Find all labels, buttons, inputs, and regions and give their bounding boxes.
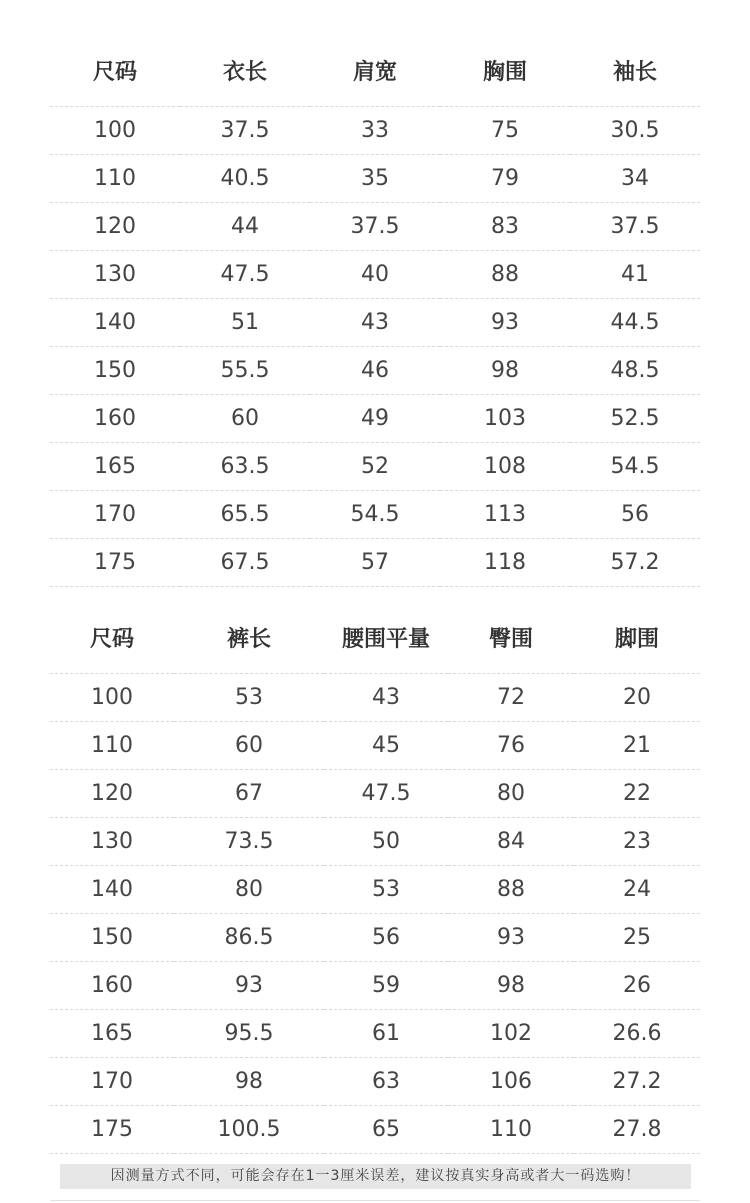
table-cell: 45 — [324, 722, 448, 770]
table-cell: 160 — [50, 962, 174, 1010]
table-cell: 130 — [50, 251, 180, 299]
table-cell: 72 — [448, 674, 574, 722]
table-cell: 40 — [310, 251, 440, 299]
table-cell: 52 — [310, 443, 440, 491]
table-cell: 88 — [448, 866, 574, 914]
table-cell: 25 — [574, 914, 700, 962]
header-garment-length: 衣长 — [180, 34, 310, 107]
table-cell: 160 — [50, 395, 180, 443]
table-cell: 57.2 — [570, 539, 700, 587]
table-cell: 27.2 — [574, 1058, 700, 1106]
table-cell: 41 — [570, 251, 700, 299]
table-cell: 53 — [174, 674, 324, 722]
header-pants-length: 裤长 — [174, 601, 324, 674]
table-cell: 26 — [574, 962, 700, 1010]
table-cell: 46 — [310, 347, 440, 395]
measurement-note: 因测量方式不同，可能会存在1一3厘米误差，建议按真实身高或者大一码选购！ — [60, 1164, 691, 1189]
table-row — [50, 155, 700, 203]
table-cell: 175 — [50, 539, 180, 587]
table-row — [50, 251, 700, 299]
table-cell: 120 — [50, 770, 174, 818]
header-sleeve-length: 袖长 — [570, 34, 700, 107]
table-cell: 44.5 — [570, 299, 700, 347]
table-cell: 93 — [440, 299, 570, 347]
table-cell: 120 — [50, 203, 180, 251]
table-row — [50, 299, 700, 347]
table-cell: 150 — [50, 347, 180, 395]
table-row — [50, 962, 700, 1010]
table-cell: 49 — [310, 395, 440, 443]
table-cell: 20 — [574, 674, 700, 722]
table-row — [50, 770, 700, 818]
table-row — [50, 1010, 700, 1058]
table-cell: 65 — [324, 1106, 448, 1154]
table-row — [50, 914, 700, 962]
table-cell: 35 — [310, 155, 440, 203]
table-cell: 47.5 — [324, 770, 448, 818]
table-cell: 170 — [50, 1058, 174, 1106]
table-cell: 103 — [440, 395, 570, 443]
header-leg-opening: 脚围 — [574, 601, 700, 674]
table-row — [50, 674, 700, 722]
header-size: 尺码 — [50, 34, 180, 107]
table-cell: 75 — [440, 107, 570, 155]
table-row — [50, 1058, 700, 1106]
table-cell: 33 — [310, 107, 440, 155]
table-cell: 37.5 — [310, 203, 440, 251]
table-cell: 118 — [440, 539, 570, 587]
table-cell: 60 — [174, 722, 324, 770]
table-cell: 24 — [574, 866, 700, 914]
table-cell: 27.8 — [574, 1106, 700, 1154]
table-cell: 130 — [50, 818, 174, 866]
table-row — [50, 395, 700, 443]
table-row — [50, 203, 700, 251]
table-cell: 57 — [310, 539, 440, 587]
table-cell: 140 — [50, 866, 174, 914]
table-cell: 37.5 — [180, 107, 310, 155]
table-cell: 21 — [574, 722, 700, 770]
table-cell: 67 — [174, 770, 324, 818]
bottom-size-table — [50, 601, 700, 1154]
table-row — [50, 107, 700, 155]
table-cell: 98 — [440, 347, 570, 395]
table-cell: 100 — [50, 107, 180, 155]
table-cell: 30.5 — [570, 107, 700, 155]
table-cell: 140 — [50, 299, 180, 347]
table-cell: 88 — [440, 251, 570, 299]
header-shoulder-width: 肩宽 — [310, 34, 440, 107]
table-cell: 100 — [50, 674, 174, 722]
table-cell: 47.5 — [180, 251, 310, 299]
table-cell: 150 — [50, 914, 174, 962]
table-cell: 165 — [50, 1010, 174, 1058]
table-cell: 56 — [570, 491, 700, 539]
table-cell: 22 — [574, 770, 700, 818]
table-cell: 110 — [50, 722, 174, 770]
table-cell: 56 — [324, 914, 448, 962]
table-cell: 65.5 — [180, 491, 310, 539]
table-cell: 23 — [574, 818, 700, 866]
header-hip: 臀围 — [448, 601, 574, 674]
table-cell: 53 — [324, 866, 448, 914]
table-cell: 54.5 — [310, 491, 440, 539]
table-cell: 67.5 — [180, 539, 310, 587]
table-cell: 80 — [174, 866, 324, 914]
table-cell: 50 — [324, 818, 448, 866]
table-cell: 106 — [448, 1058, 574, 1106]
table-row — [50, 866, 700, 914]
table-cell: 98 — [174, 1058, 324, 1106]
table-header-row — [50, 601, 700, 674]
table-cell: 84 — [448, 818, 574, 866]
header-size: 尺码 — [50, 601, 174, 674]
table-cell: 48.5 — [570, 347, 700, 395]
table-cell: 40.5 — [180, 155, 310, 203]
table-row — [50, 818, 700, 866]
bottom-divider — [50, 1200, 700, 1201]
table-cell: 170 — [50, 491, 180, 539]
table-cell: 54.5 — [570, 443, 700, 491]
table-cell: 93 — [448, 914, 574, 962]
table-row — [50, 443, 700, 491]
table-row — [50, 491, 700, 539]
header-chest: 胸围 — [440, 34, 570, 107]
table-row — [50, 722, 700, 770]
table-cell: 108 — [440, 443, 570, 491]
table-header-row — [50, 34, 700, 107]
table-cell: 79 — [440, 155, 570, 203]
table-cell: 100.5 — [174, 1106, 324, 1154]
top-size-table — [50, 34, 700, 587]
table-cell: 98 — [448, 962, 574, 1010]
table-cell: 86.5 — [174, 914, 324, 962]
table-cell: 110 — [50, 155, 180, 203]
table-cell: 80 — [448, 770, 574, 818]
table-cell: 165 — [50, 443, 180, 491]
table-row — [50, 1106, 700, 1154]
table-row — [50, 347, 700, 395]
table-row — [50, 539, 700, 587]
table-cell: 52.5 — [570, 395, 700, 443]
table-cell: 63 — [324, 1058, 448, 1106]
table-cell: 73.5 — [174, 818, 324, 866]
table-cell: 43 — [324, 674, 448, 722]
table-cell: 44 — [180, 203, 310, 251]
table-cell: 76 — [448, 722, 574, 770]
table-cell: 113 — [440, 491, 570, 539]
table-cell: 102 — [448, 1010, 574, 1058]
table-cell: 59 — [324, 962, 448, 1010]
table-cell: 51 — [180, 299, 310, 347]
table-cell: 43 — [310, 299, 440, 347]
table-cell: 93 — [174, 962, 324, 1010]
header-waist-flat: 腰围平量 — [324, 601, 448, 674]
table-cell: 34 — [570, 155, 700, 203]
table-cell: 83 — [440, 203, 570, 251]
table-cell: 60 — [180, 395, 310, 443]
table-cell: 37.5 — [570, 203, 700, 251]
table-cell: 95.5 — [174, 1010, 324, 1058]
table-cell: 63.5 — [180, 443, 310, 491]
table-cell: 175 — [50, 1106, 174, 1154]
table-cell: 55.5 — [180, 347, 310, 395]
table-cell: 110 — [448, 1106, 574, 1154]
table-cell: 61 — [324, 1010, 448, 1058]
table-cell: 26.6 — [574, 1010, 700, 1058]
